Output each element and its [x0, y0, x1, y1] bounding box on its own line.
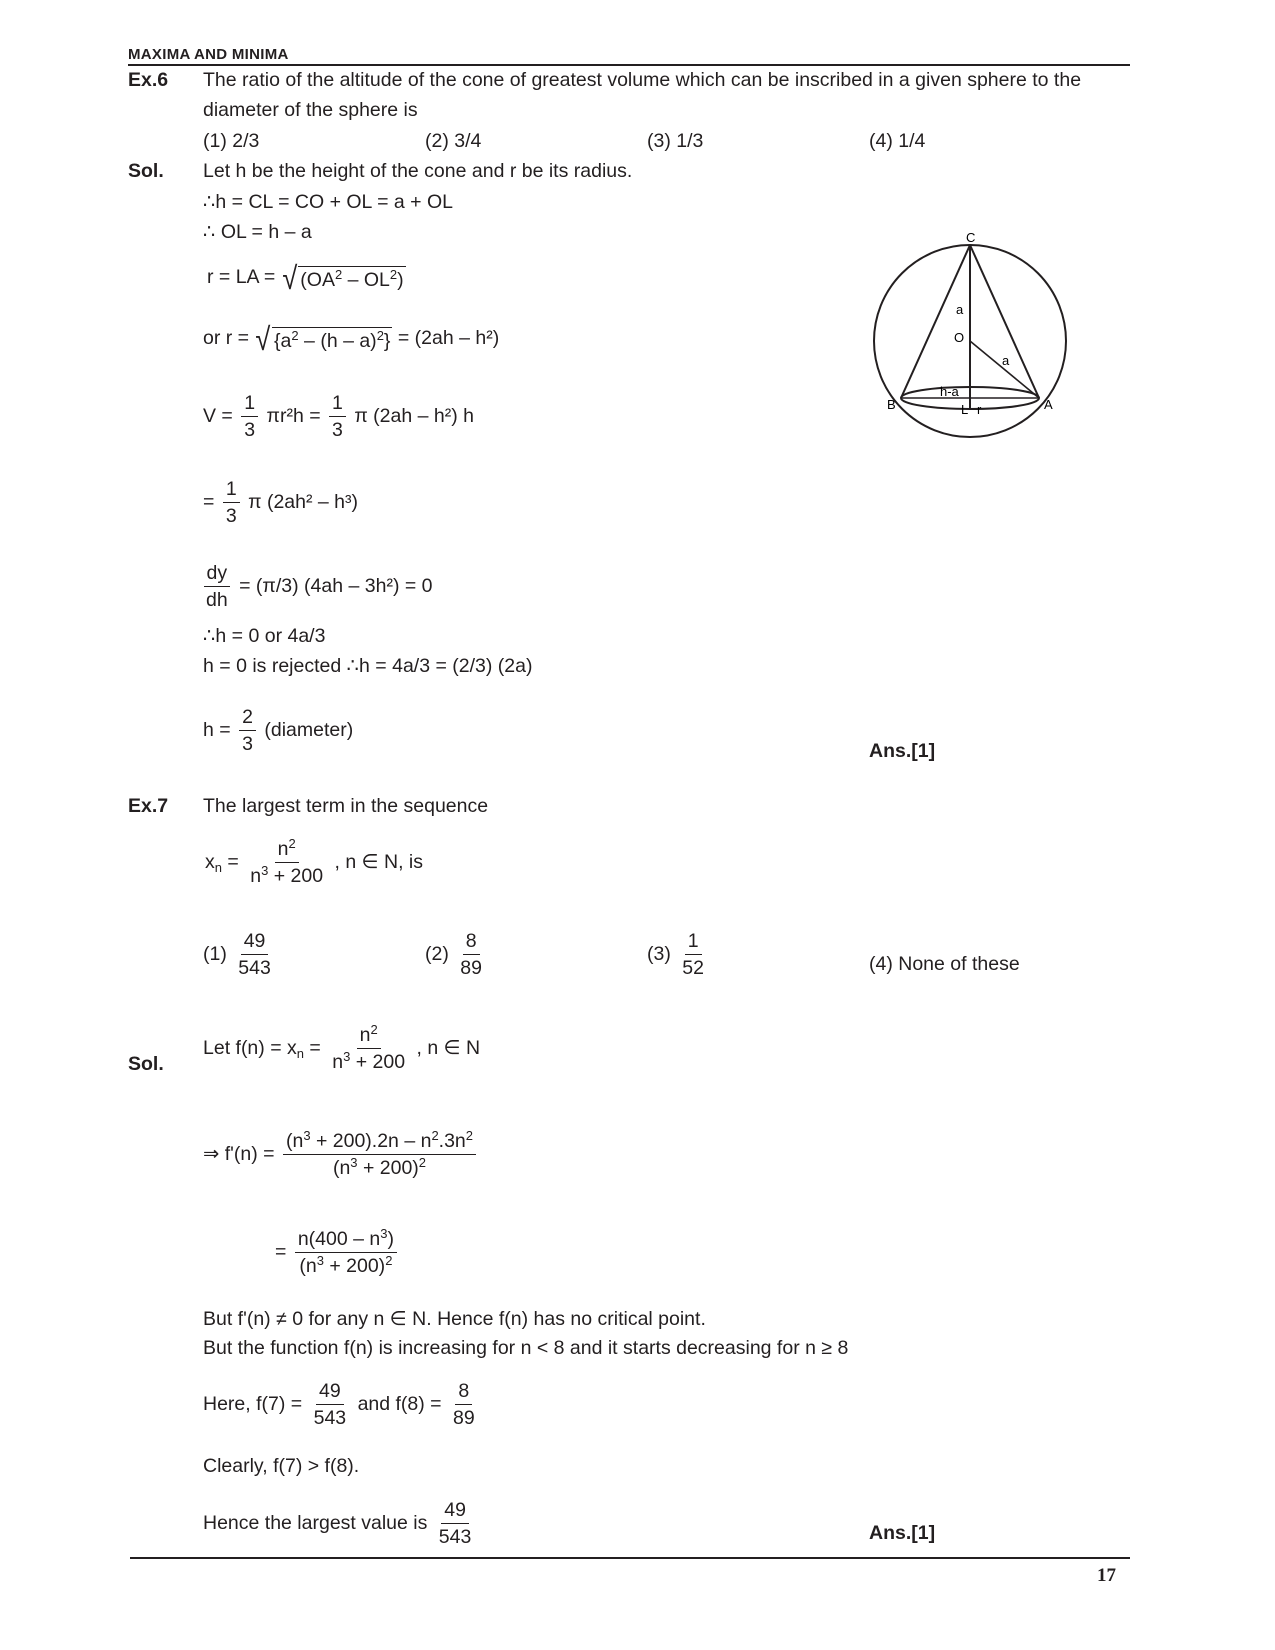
option-fraction [457, 930, 485, 980]
xn-fraction [247, 838, 326, 888]
option-index: (3) [647, 943, 671, 966]
one-third-fraction [241, 392, 258, 442]
xn-prefix: x [205, 851, 215, 874]
dy-dh-fraction [203, 562, 231, 612]
or-sup2: 2 [376, 328, 384, 343]
frac-num: 1 [329, 392, 346, 417]
cone-right-edge [970, 245, 1039, 398]
frac-num: dy [204, 562, 231, 587]
fprime-fraction [283, 1130, 476, 1180]
ex7-label: Ex.7 [128, 795, 169, 817]
label-L: L [961, 402, 969, 417]
label-A: A [1044, 397, 1053, 412]
label-a-top: a [956, 302, 964, 317]
ex7-critical-line: But f'(n) ≠ 0 for any n ∈ N. Hence f(n) has no critical point. [203, 1308, 706, 1330]
xn-den-sup: 3 [261, 863, 269, 879]
option-index: (2) [425, 943, 449, 966]
fp-num-c: .3n [438, 1130, 466, 1152]
ex6-question-line1: The ratio of the altitude of the cone of greatest volume which can be inscribed in a given sphere to the [203, 69, 1082, 91]
here-prefix: Here, f(7) = [203, 1393, 303, 1416]
label-r: r [977, 402, 982, 417]
sqrt-sign: √ [282, 260, 297, 296]
ex7-clearly-line: Clearly, f(7) > f(8). [203, 1455, 360, 1477]
simp-den-sup2: 2 [385, 1253, 393, 1269]
xn-num: n [277, 838, 289, 860]
ex6-volume-equation [203, 392, 474, 442]
ex7-question: The largest term in the sequence [203, 795, 489, 817]
frac-num: 1 [685, 930, 702, 955]
eq-suffix: π (2ah² – h³) [248, 491, 359, 514]
option-index: (1) [203, 943, 227, 966]
cone-sphere-diagram [860, 228, 1080, 443]
frac-num: 1 [223, 478, 240, 503]
frac-den: 3 [332, 419, 343, 442]
sol-num-sup: 2 [370, 1022, 378, 1037]
simp-sup3: 3 [380, 1226, 388, 1241]
fp-den-sup3: 3 [350, 1155, 358, 1171]
ex6-option-3: (3) 1/3 [647, 130, 704, 152]
v-prefix: V = [203, 405, 233, 428]
label-O: O [954, 330, 965, 345]
v-mid: πr²h = [266, 405, 321, 428]
fp-num-b: + 200).2n – n [310, 1130, 432, 1152]
sol-suffix: , n ∈ N [416, 1037, 481, 1060]
ex7-option-3 [647, 930, 710, 980]
deriv-suffix: = (π/3) (4ah – 3h²) = 0 [239, 575, 433, 598]
sqrt-sign: √ [255, 321, 271, 357]
or-suffix: = (2ah – h²) [397, 327, 500, 350]
fp-num-a: (n [285, 1130, 304, 1152]
ex6-h-rejected: h = 0 is rejected ∴h = 4a/3 = (2/3) (2a) [203, 655, 533, 677]
hence-prefix: Hence the largest value is [203, 1512, 428, 1535]
here-mid: and f(8) = [357, 1393, 442, 1416]
ex7-sol-definition [203, 1024, 480, 1074]
simplified-fraction [295, 1228, 397, 1278]
f8-fraction [450, 1380, 478, 1430]
ex6-sol-line3: ∴ OL = h – a [203, 221, 312, 243]
r-sup2: 2 [389, 267, 398, 282]
xn-sub: n [214, 860, 222, 876]
sol-prefix: Let f(n) = x [203, 1037, 297, 1060]
ex7-fprime [203, 1130, 479, 1180]
ex6-volume-expanded [203, 478, 358, 528]
ex6-derivative [203, 562, 433, 612]
ex6-option-4: (4) 1/4 [869, 130, 926, 152]
r-prefix: r = LA = [207, 266, 276, 289]
frac-den: 543 [313, 1407, 347, 1430]
page-header-title: MAXIMA AND MINIMA [128, 46, 289, 63]
ex6-sol-line1: Let h be the height of the cone and r be its radius. [203, 160, 633, 182]
frac-den: 52 [682, 957, 704, 980]
sol-num: n [359, 1024, 371, 1046]
sol-den: n [332, 1051, 344, 1074]
v-suffix: π (2ah – h²) h [354, 405, 474, 428]
header-rule [128, 64, 1130, 66]
frac-num: 49 [316, 1380, 344, 1405]
h-final-suffix: (diameter) [264, 719, 354, 742]
frac-den: dh [206, 589, 228, 612]
fp-den-b: + 200) [357, 1157, 419, 1180]
ex6-h-final [203, 706, 353, 756]
ex7-answer: Ans.[1] [869, 1522, 936, 1544]
frac-den: 89 [460, 957, 482, 980]
footer-rule [130, 1557, 1130, 1559]
frac-num: 8 [455, 1380, 472, 1405]
simp-num-a: n(400 – n [297, 1228, 381, 1250]
xn-den: n [250, 865, 262, 888]
option-fraction [235, 930, 274, 980]
r-minus: – OL [342, 269, 390, 291]
ex6-sol-label: Sol. [128, 160, 164, 182]
frac-den: 3 [242, 733, 253, 756]
sol-den-rest: + 200 [350, 1051, 406, 1074]
or-mid: – (h – a) [298, 330, 377, 352]
hence-fraction [436, 1499, 475, 1549]
ex6-h-solutions: ∴h = 0 or 4a/3 [203, 625, 326, 647]
fp-den-sup2: 2 [418, 1155, 427, 1171]
frac-num: 8 [463, 930, 480, 955]
ex6-label: Ex.6 [128, 69, 169, 91]
ex7-increasing-line: But the function f(n) is increasing for n < 8 and it starts decreasing for n ≥ 8 [203, 1337, 849, 1359]
sol-den-sup: 3 [343, 1049, 351, 1065]
label-a-side: a [1002, 353, 1010, 368]
ex7-here-line [203, 1380, 481, 1430]
or-close: } [383, 330, 391, 352]
cone-left-edge [901, 245, 970, 398]
page-number: 17 [1097, 1565, 1116, 1586]
label-h-minus-a: h-a [940, 384, 959, 399]
frac-den: 543 [438, 1526, 472, 1549]
xn-den-rest: + 200 [268, 865, 324, 888]
or-sup: 2 [291, 328, 299, 343]
or-prefix: or r = [203, 327, 250, 350]
frac-den: 3 [225, 505, 237, 528]
label-C: C [966, 230, 976, 245]
sol-eq: = [309, 1037, 321, 1060]
ex6-sol-line2: ∴h = CL = CO + OL = a + OL [203, 191, 453, 213]
ex6-option-1: (1) 2/3 [203, 130, 260, 152]
option-fraction [679, 930, 707, 980]
fprime-prefix: ⇒ f'(n) = [203, 1143, 275, 1166]
simp-den-b: + 200) [323, 1255, 386, 1278]
r-sqrt [281, 262, 406, 294]
frac-num: 2 [239, 706, 256, 731]
xn-num-sup: 2 [288, 836, 296, 851]
ex7-option-1 [203, 930, 277, 980]
frac-num: 1 [241, 392, 258, 417]
frac-den: 3 [244, 419, 256, 442]
xn-eq: = [227, 851, 239, 874]
fp-sup2a: 2 [431, 1128, 439, 1143]
ex7-option-2 [425, 930, 488, 980]
ex7-sequence-definition [205, 838, 423, 888]
sol-sub: n [296, 1046, 304, 1062]
fp-sup2b: 2 [465, 1128, 474, 1143]
r-sup: 2 [334, 267, 343, 282]
ex6-question-line2: diameter of the sphere is [203, 99, 418, 121]
simp-den-a: (n [299, 1255, 317, 1278]
h-final-prefix: h = [203, 719, 231, 742]
fp-sup3: 3 [303, 1128, 311, 1143]
sol-fraction [329, 1024, 408, 1074]
ex6-or-r-equation [203, 323, 499, 355]
one-third-fraction [329, 392, 346, 442]
simp-den-sup3: 3 [316, 1253, 324, 1269]
ex6-option-2: (2) 3/4 [425, 130, 482, 152]
ex7-fprime-simplified [275, 1228, 400, 1278]
or-sqrt [254, 323, 392, 355]
frac-den: 89 [453, 1407, 475, 1430]
r-radicand: (OA [300, 269, 335, 291]
simp-num-b: ) [387, 1228, 394, 1250]
radius-OA [970, 341, 1039, 398]
ex7-option-4: (4) None of these [869, 953, 1020, 975]
fp-den-a: (n [332, 1157, 351, 1180]
ex6-answer: Ans.[1] [869, 740, 936, 762]
one-third-fraction [223, 478, 240, 528]
frac-num: 49 [241, 930, 269, 955]
eq2-prefix: = [275, 1241, 287, 1264]
eq-prefix: = [203, 491, 215, 514]
ex7-hence-line [203, 1499, 477, 1549]
ex7-sol-label: Sol. [128, 1053, 164, 1075]
label-B: B [887, 397, 896, 412]
frac-den: 543 [238, 957, 271, 980]
xn-suffix: , n ∈ N, is [334, 851, 424, 874]
or-radicand: {a [274, 330, 292, 352]
f7-fraction [311, 1380, 350, 1430]
r-close: ) [397, 269, 404, 291]
frac-num: 49 [441, 1499, 469, 1524]
ex6-r-equation [207, 262, 406, 294]
two-thirds-fraction [239, 706, 256, 756]
